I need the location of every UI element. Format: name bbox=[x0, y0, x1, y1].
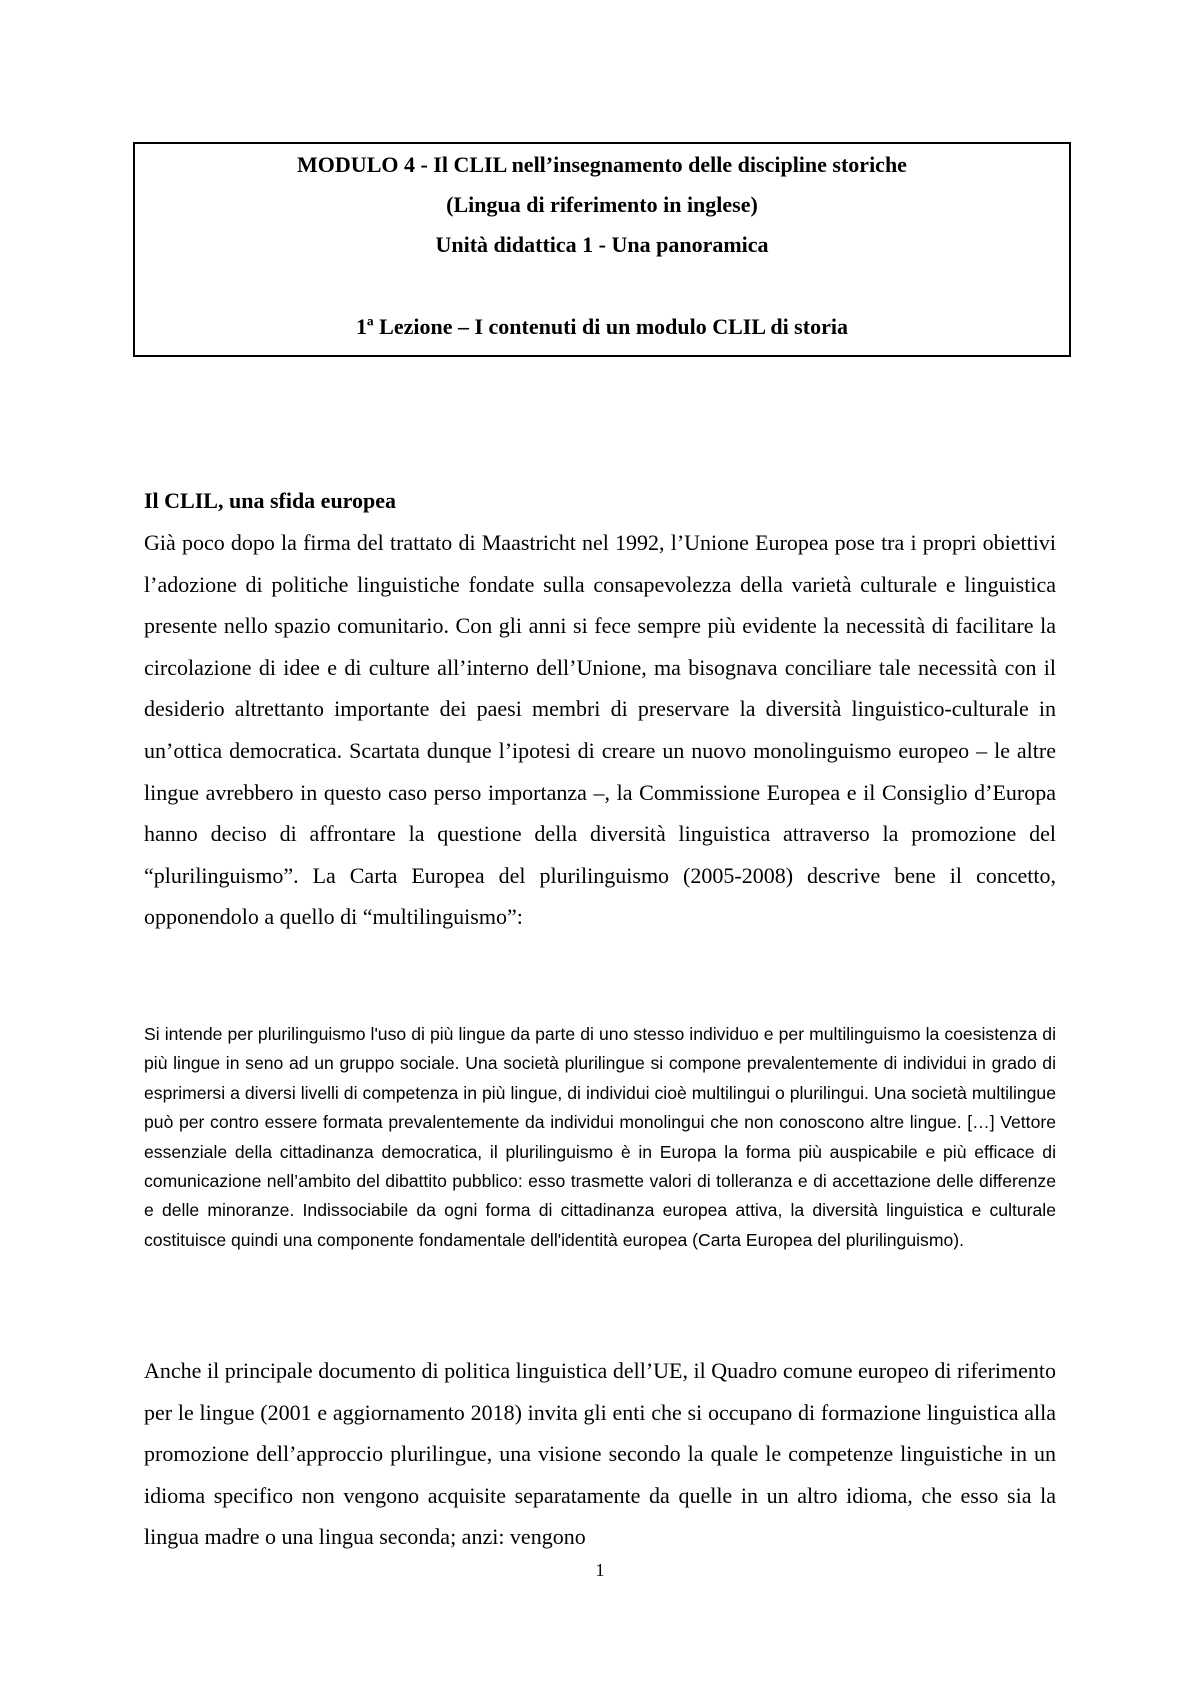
lesson-title: 1ª Lezione – I contenuti di un modulo CLIL di storia bbox=[356, 314, 848, 339]
module-header-box bbox=[133, 142, 1071, 357]
block-quote: Si intende per plurilinguismo l'uso di più lingue da parte di uno stesso individuo e per multilinguismo la coesistenza di più lingue in seno ad un gruppo sociale. Una società plurilingue si compone prevalentemente di individui in grado di esprimersi a diversi livelli di competenza in più lingue, di individui cioè multilingui o plurilingui. Una società multilingue può per contro essere formata prevalentemente da individui monolingui che non conoscono altre lingue. […] Vettore essenziale della cittadinanza democratica, il plurilinguismo è in Europa la forma più auspicabile e più efficace di comunicazione nell’ambito del dibattito pubblico: esso trasmette valori di tolleranza e di accettazione delle differenze e delle minoranze. Indissociabile da ogni forma di cittadinanza europea attiva, la diversità linguistica e culturale costituisce quindi una componente fondamentale dell'identità europea (Carta Europea del plurilinguismo). bbox=[144, 1024, 1056, 1250]
section-heading: Il CLIL, una sfida europea bbox=[144, 488, 397, 513]
body-paragraph-1: Già poco dopo la firma del trattato di Maastricht nel 1992, l’Unione Europea pose tra i propri obiettivi l’adozione di politiche linguistiche fondate sulla consapevolezza della varietà culturale e linguistica presente nello spazio comunitario. Con gli anni si fece sempre più evidente la necessità di facilitare la circolazione di idee e di culture all’interno dell’Unione, ma bisognava conciliare tale necessità con il desiderio altrettanto importante dei paesi membri di preservare la diversità linguistico-culturale in un’ottica democratica. Scartata dunque l’ipotesi di creare un nuovo monolinguismo europeo – le altre lingue avrebbero in questo caso perso importanza –, la Commissione Europea e il Consiglio d’Europa hanno deciso di affrontare la questione della diversità linguistica attraverso la promozione del “plurilinguismo”. La Carta Europea del plurilinguismo (2005-2008) descrive bene il concetto, opponendolo a quello di “multilinguismo”: bbox=[144, 530, 1056, 930]
unit-title: Unità didattica 1 - Una panoramica bbox=[435, 232, 769, 257]
reference-language: (Lingua di riferimento in inglese) bbox=[446, 192, 758, 217]
page-number: 1 bbox=[595, 1560, 605, 1580]
body-paragraph-2: Anche il principale documento di politica linguistica dell’UE, il Quadro comune europeo di riferimento per le lingue (2001 e aggiornamento 2018) invita gli enti che si occupano di formazione linguistica alla promozione dell’approccio plurilingue, una visione secondo la quale le competenze linguistiche in un idioma specifico non vengono acquisite separatamente da quelle in un altro idioma, che esso sia la lingua madre o una lingua seconda; anzi: vengono bbox=[144, 1358, 1056, 1550]
module-title: MODULO 4 - Il CLIL nell’insegnamento delle discipline storiche bbox=[297, 152, 907, 177]
